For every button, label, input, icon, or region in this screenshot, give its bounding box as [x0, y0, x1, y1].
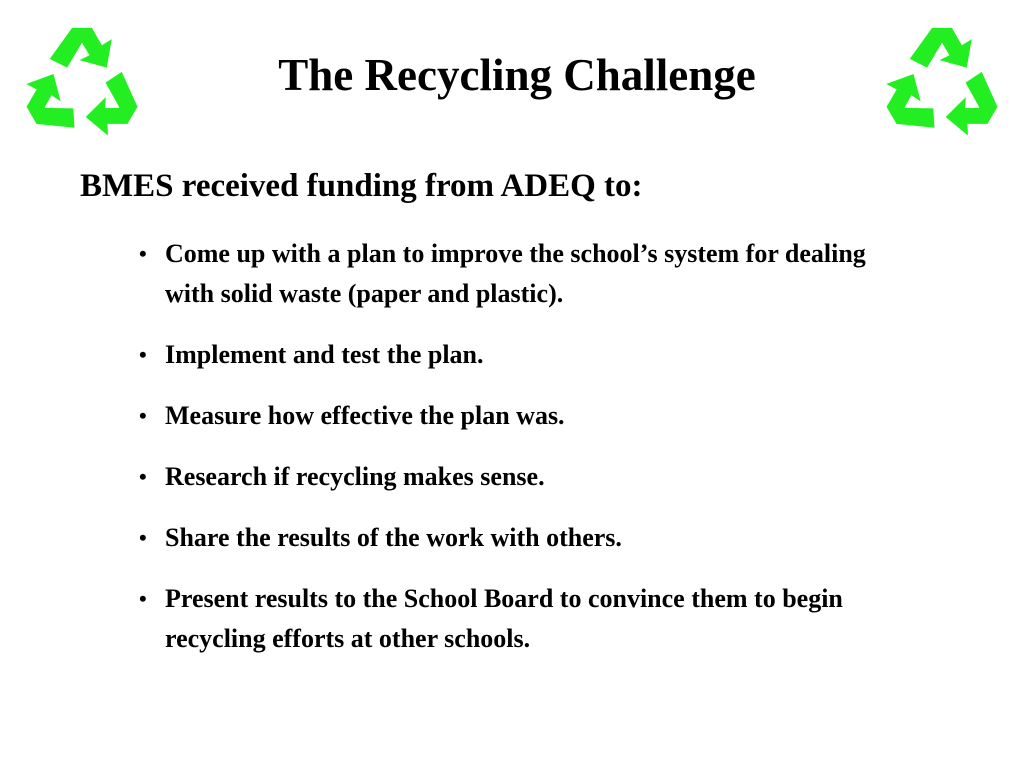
bullet-text: Share the results of the work with others. [165, 523, 622, 552]
slide-title: The Recycling Challenge [278, 50, 756, 100]
bullet-marker: • [139, 586, 147, 611]
bullet-marker: • [139, 464, 147, 489]
bullet-text: Come up with a plan to improve the school’s system for dealing with solid waste (paper and plastic). [165, 239, 866, 308]
bullet-marker: • [139, 525, 147, 550]
bullet-item [137, 396, 867, 436]
bullet-text: Measure how effective the plan was. [165, 401, 565, 430]
bullet-item [137, 579, 867, 659]
bullet-item [137, 518, 867, 558]
bullet-item [137, 234, 867, 314]
bullet-text: Present results to the School Board to convince them to begin recycling efforts at other schools. [165, 584, 843, 653]
bullet-marker: • [139, 241, 147, 266]
bullet-list [137, 234, 867, 680]
bullet-item [137, 335, 867, 375]
bullet-marker: • [139, 403, 147, 428]
bullet-text: Research if recycling makes sense. [165, 462, 545, 491]
bullet-item [137, 457, 867, 497]
bullet-marker: • [139, 342, 147, 367]
slide-subtitle: BMES received funding from ADEQ to: [80, 168, 643, 204]
bullet-text: Implement and test the plan. [165, 340, 484, 369]
